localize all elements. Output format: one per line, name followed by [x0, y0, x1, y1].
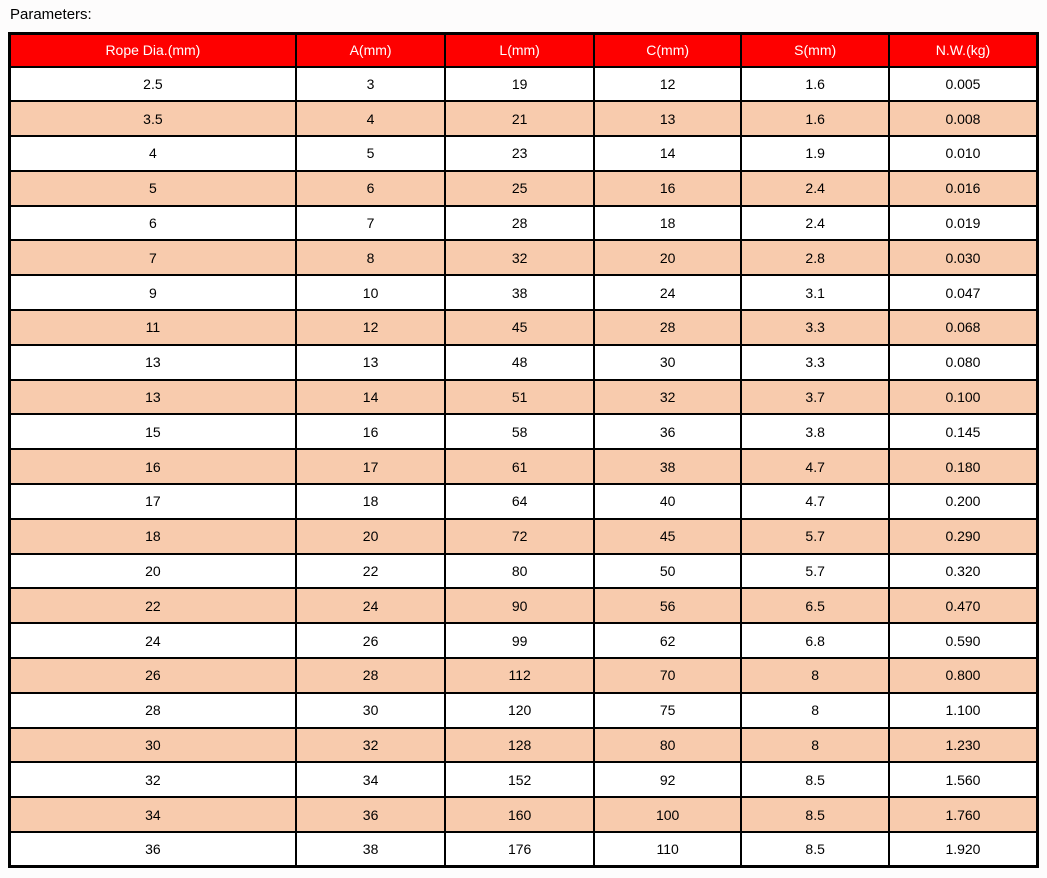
table-cell: 12 — [594, 67, 742, 102]
table-cell: 80 — [594, 728, 742, 763]
table-cell: 152 — [445, 762, 594, 797]
table-cell: 22 — [10, 588, 296, 623]
table-cell: 99 — [445, 623, 594, 658]
table-cell: 8 — [741, 728, 889, 763]
table-body — [10, 67, 1038, 867]
column-header: A(mm) — [296, 34, 446, 67]
table-cell: 28 — [445, 206, 594, 241]
table-cell: 28 — [296, 658, 446, 693]
column-header: C(mm) — [594, 34, 742, 67]
table-cell: 8.5 — [741, 797, 889, 832]
table-cell: 24 — [10, 623, 296, 658]
table-cell: 0.100 — [889, 380, 1038, 415]
table-cell: 40 — [594, 484, 742, 519]
table-cell: 120 — [445, 693, 594, 728]
table-cell: 38 — [296, 832, 446, 867]
table-cell: 6.8 — [741, 623, 889, 658]
table-cell: 5.7 — [741, 519, 889, 554]
table-cell: 110 — [594, 832, 742, 867]
table-row — [10, 67, 1038, 102]
table-cell: 20 — [296, 519, 446, 554]
table-cell: 1.100 — [889, 693, 1038, 728]
table-cell: 18 — [10, 519, 296, 554]
table-row — [10, 588, 1038, 623]
table-cell: 21 — [445, 101, 594, 136]
table-cell: 16 — [10, 449, 296, 484]
table-cell: 16 — [296, 414, 446, 449]
table-cell: 45 — [445, 310, 594, 345]
table-cell: 11 — [10, 310, 296, 345]
table-cell: 3.1 — [741, 275, 889, 310]
table-row — [10, 310, 1038, 345]
table-cell: 0.008 — [889, 101, 1038, 136]
table-cell: 70 — [594, 658, 742, 693]
table-row — [10, 762, 1038, 797]
table-row — [10, 797, 1038, 832]
table-cell: 1.6 — [741, 101, 889, 136]
table-cell: 0.080 — [889, 345, 1038, 380]
table-cell: 1.9 — [741, 136, 889, 171]
table-cell: 6.5 — [741, 588, 889, 623]
table-row — [10, 380, 1038, 415]
table-cell: 4.7 — [741, 484, 889, 519]
table-cell: 20 — [594, 240, 742, 275]
table-cell: 0.470 — [889, 588, 1038, 623]
table-row — [10, 240, 1038, 275]
table-cell: 3 — [296, 67, 446, 102]
table-cell: 56 — [594, 588, 742, 623]
table-row — [10, 554, 1038, 589]
table-cell: 0.145 — [889, 414, 1038, 449]
column-header: S(mm) — [741, 34, 889, 67]
column-header: L(mm) — [445, 34, 594, 67]
table-cell: 0.590 — [889, 623, 1038, 658]
table-cell: 9 — [10, 275, 296, 310]
table-cell: 6 — [10, 206, 296, 241]
table-cell: 51 — [445, 380, 594, 415]
table-cell: 1.760 — [889, 797, 1038, 832]
table-row — [10, 449, 1038, 484]
table-cell: 15 — [10, 414, 296, 449]
table-row — [10, 101, 1038, 136]
table-cell: 3.8 — [741, 414, 889, 449]
table-cell: 92 — [594, 762, 742, 797]
table-row — [10, 171, 1038, 206]
table-cell: 1.920 — [889, 832, 1038, 867]
table-cell: 25 — [445, 171, 594, 206]
table-cell: 100 — [594, 797, 742, 832]
table-cell: 36 — [296, 797, 446, 832]
table-row — [10, 519, 1038, 554]
table-cell: 13 — [10, 380, 296, 415]
table-cell: 16 — [594, 171, 742, 206]
table-cell: 64 — [445, 484, 594, 519]
table-row — [10, 728, 1038, 763]
table-cell: 0.200 — [889, 484, 1038, 519]
table-cell: 28 — [594, 310, 742, 345]
table-cell: 14 — [296, 380, 446, 415]
table-cell: 13 — [10, 345, 296, 380]
table-cell: 5.7 — [741, 554, 889, 589]
table-cell: 6 — [296, 171, 446, 206]
table-cell: 17 — [10, 484, 296, 519]
table-cell: 0.068 — [889, 310, 1038, 345]
table-cell: 0.019 — [889, 206, 1038, 241]
table-cell: 34 — [296, 762, 446, 797]
table-cell: 7 — [296, 206, 446, 241]
table-cell: 75 — [594, 693, 742, 728]
table-cell: 14 — [594, 136, 742, 171]
table-cell: 4 — [296, 101, 446, 136]
table-cell: 23 — [445, 136, 594, 171]
table-cell: 50 — [594, 554, 742, 589]
table-cell: 18 — [594, 206, 742, 241]
table-cell: 3.3 — [741, 310, 889, 345]
table-cell: 20 — [10, 554, 296, 589]
table-cell: 36 — [10, 832, 296, 867]
table-row — [10, 658, 1038, 693]
table-cell: 45 — [594, 519, 742, 554]
table-cell: 61 — [445, 449, 594, 484]
table-cell: 2.4 — [741, 206, 889, 241]
table-cell: 0.800 — [889, 658, 1038, 693]
table-cell: 58 — [445, 414, 594, 449]
table-row — [10, 832, 1038, 867]
table-cell: 0.005 — [889, 67, 1038, 102]
table-cell: 160 — [445, 797, 594, 832]
table-cell: 28 — [10, 693, 296, 728]
table-cell: 26 — [10, 658, 296, 693]
table-cell: 176 — [445, 832, 594, 867]
table-row — [10, 345, 1038, 380]
table-cell: 24 — [296, 588, 446, 623]
table-cell: 128 — [445, 728, 594, 763]
table-cell: 38 — [594, 449, 742, 484]
table-cell: 8.5 — [741, 832, 889, 867]
table-cell: 38 — [445, 275, 594, 310]
table-cell: 112 — [445, 658, 594, 693]
table-cell: 13 — [594, 101, 742, 136]
table-cell: 8.5 — [741, 762, 889, 797]
table-cell: 2.8 — [741, 240, 889, 275]
table-cell: 34 — [10, 797, 296, 832]
table-cell: 19 — [445, 67, 594, 102]
table-cell: 24 — [594, 275, 742, 310]
column-header: Rope Dia.(mm) — [10, 34, 296, 67]
table-cell: 5 — [296, 136, 446, 171]
table-cell: 4 — [10, 136, 296, 171]
table-cell: 32 — [10, 762, 296, 797]
table-cell: 8 — [741, 693, 889, 728]
table-cell: 26 — [296, 623, 446, 658]
page-title: Parameters: — [10, 6, 92, 23]
table-cell: 0.290 — [889, 519, 1038, 554]
table-header — [10, 34, 1038, 67]
table-cell: 0.047 — [889, 275, 1038, 310]
table-cell: 2.5 — [10, 67, 296, 102]
table-cell: 2.4 — [741, 171, 889, 206]
table-cell: 62 — [594, 623, 742, 658]
header-row — [10, 34, 1038, 67]
table-cell: 0.030 — [889, 240, 1038, 275]
table-cell: 0.016 — [889, 171, 1038, 206]
table-cell: 10 — [296, 275, 446, 310]
table-cell: 80 — [445, 554, 594, 589]
table-cell: 90 — [445, 588, 594, 623]
table-cell: 32 — [445, 240, 594, 275]
table-row — [10, 623, 1038, 658]
table-cell: 30 — [296, 693, 446, 728]
column-header: N.W.(kg) — [889, 34, 1038, 67]
table-cell: 8 — [741, 658, 889, 693]
table-cell: 4.7 — [741, 449, 889, 484]
table-cell: 18 — [296, 484, 446, 519]
table-cell: 22 — [296, 554, 446, 589]
table-cell: 48 — [445, 345, 594, 380]
table-cell: 32 — [594, 380, 742, 415]
table-row — [10, 414, 1038, 449]
table-cell: 17 — [296, 449, 446, 484]
table-cell: 0.180 — [889, 449, 1038, 484]
table-cell: 0.010 — [889, 136, 1038, 171]
table-cell: 1.230 — [889, 728, 1038, 763]
table-cell: 36 — [594, 414, 742, 449]
table-cell: 12 — [296, 310, 446, 345]
table-cell: 7 — [10, 240, 296, 275]
table-cell: 30 — [10, 728, 296, 763]
table-cell: 5 — [10, 171, 296, 206]
table-cell: 30 — [594, 345, 742, 380]
table-cell: 72 — [445, 519, 594, 554]
table-cell: 3.7 — [741, 380, 889, 415]
table-cell: 3.3 — [741, 345, 889, 380]
table-row — [10, 206, 1038, 241]
table-row — [10, 693, 1038, 728]
table-cell: 1.6 — [741, 67, 889, 102]
table-row — [10, 484, 1038, 519]
table-cell: 32 — [296, 728, 446, 763]
table-cell: 1.560 — [889, 762, 1038, 797]
table-row — [10, 136, 1038, 171]
parameters-table — [8, 32, 1039, 868]
table-row — [10, 275, 1038, 310]
table-cell: 0.320 — [889, 554, 1038, 589]
table-cell: 8 — [296, 240, 446, 275]
table-cell: 3.5 — [10, 101, 296, 136]
table-cell: 13 — [296, 345, 446, 380]
